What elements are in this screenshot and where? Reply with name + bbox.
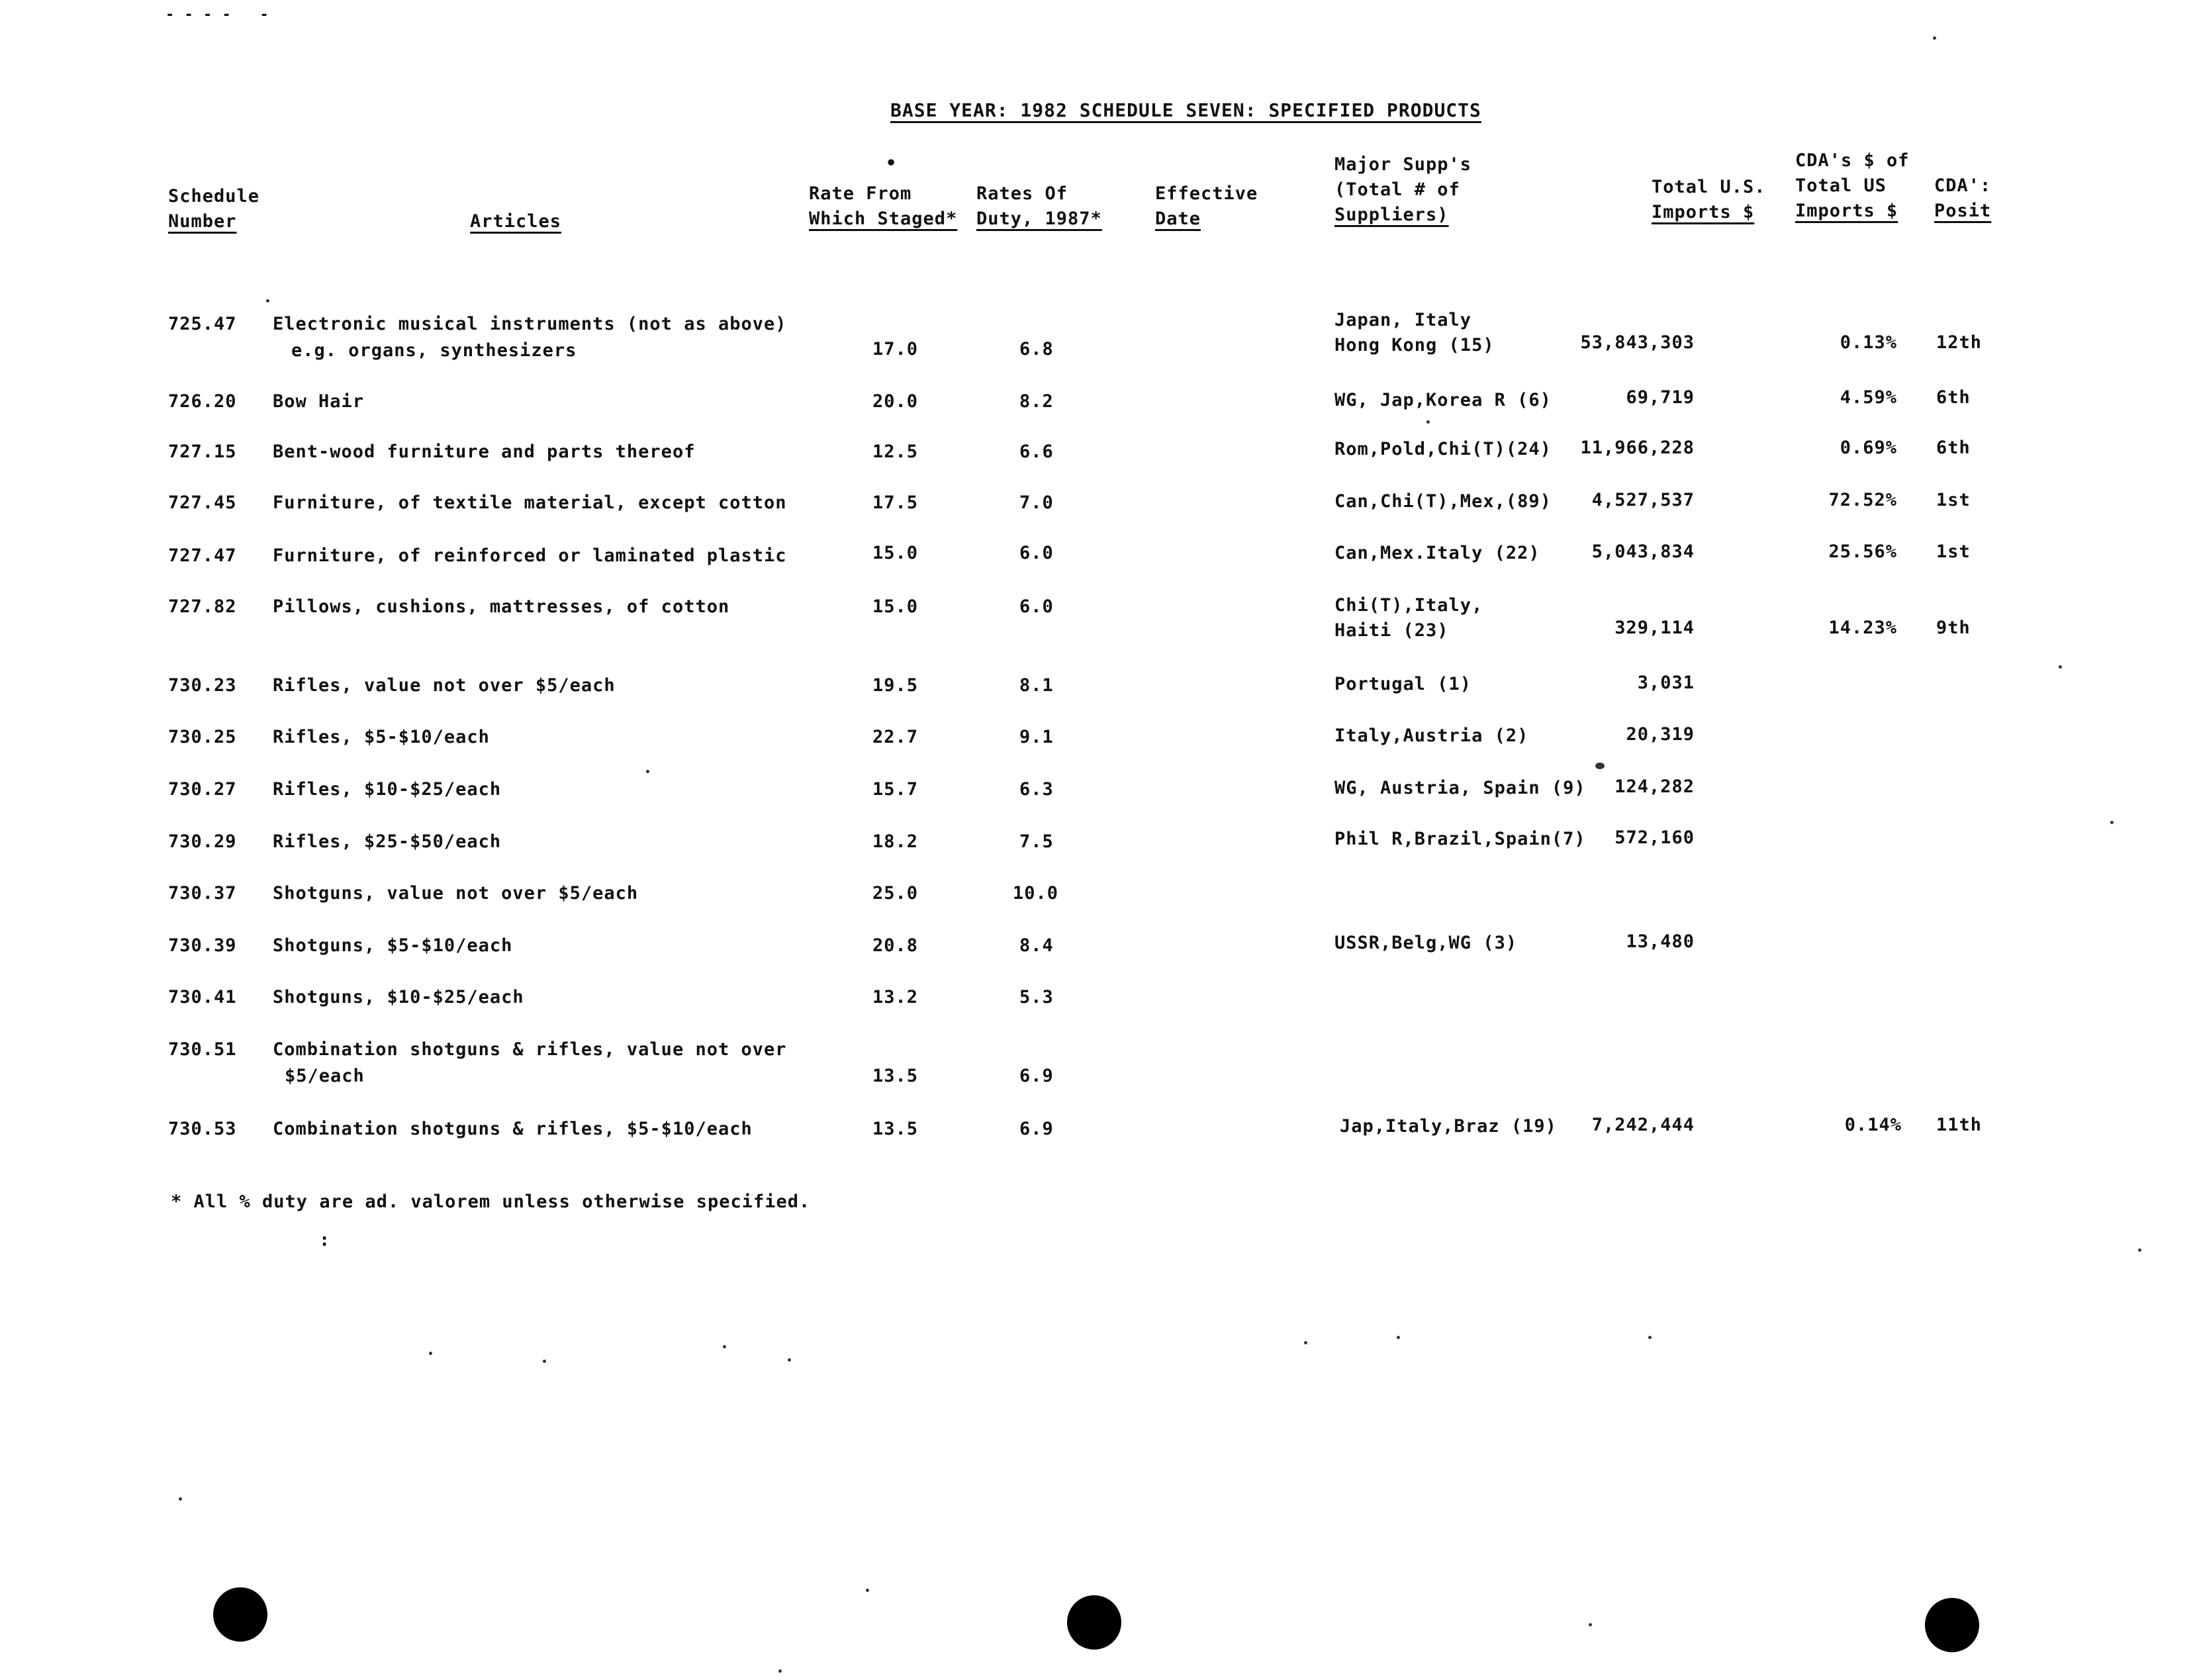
total-imports: 4,527,537	[1591, 490, 1695, 510]
header-cda-share	[1795, 148, 1910, 224]
scan-dot	[429, 1352, 432, 1355]
schedule-number: 727.82	[168, 596, 237, 617]
article-text: Electronic musical instruments (not as above)	[273, 314, 787, 334]
article-text: Rifles, $5-$10/each	[273, 727, 490, 747]
total-imports: 13,480	[1626, 931, 1695, 952]
header-sup-line2: (Total # of	[1334, 179, 1460, 200]
article-text: Shotguns, $10-$25/each	[273, 987, 524, 1007]
header-tot-line2: Imports $	[1652, 202, 1755, 222]
total-imports: 5,043,834	[1591, 541, 1695, 562]
total-imports: 572,160	[1614, 827, 1695, 848]
article-text: Shotguns, value not over $5/each	[273, 883, 639, 904]
total-imports: 124,282	[1614, 776, 1695, 797]
scan-dot	[778, 1669, 782, 1673]
header-effective-date	[1155, 181, 1258, 232]
total-imports: 11,966,228	[1580, 438, 1695, 458]
article-text-cont: $5/each	[285, 1066, 365, 1086]
header-duty-line2: Duty, 1987*	[976, 209, 1102, 229]
schedule-number: 727.15	[168, 442, 237, 462]
schedule-number: 730.27	[168, 779, 237, 800]
schedule-number: 727.47	[168, 545, 237, 566]
header-cda-position	[1934, 173, 1991, 224]
total-imports: 3,031	[1637, 673, 1695, 693]
rate-duty: 6.3	[1019, 779, 1054, 800]
header-rate-line1: Rate From	[809, 183, 912, 204]
cda-share: 4.59%	[1840, 387, 1897, 408]
cda-position: 6th	[1936, 438, 1971, 458]
header-duty-line1: Rates Of	[976, 183, 1068, 204]
scan-dot	[646, 770, 649, 773]
scan-dot	[1304, 1341, 1307, 1344]
rate-from: 18.2	[872, 831, 919, 852]
cda-share: 14.23%	[1828, 618, 1897, 638]
scan-dot	[1933, 36, 1936, 40]
rate-duty: 9.1	[1019, 727, 1054, 747]
schedule-number: 730.39	[168, 935, 237, 956]
header-tot-line1: Total U.S.	[1652, 177, 1766, 197]
cda-position: 9th	[1936, 618, 1971, 638]
header-eff-line1: Effective	[1155, 183, 1258, 204]
cda-position: 12th	[1936, 332, 1983, 353]
schedule-number: 727.45	[168, 492, 237, 513]
header-rates-of-duty	[976, 181, 1102, 232]
major-suppliers-cont: Hong Kong (15)	[1334, 335, 1495, 355]
rate-from: 25.0	[872, 883, 919, 904]
rate-from: 15.0	[872, 596, 919, 617]
rate-duty: 6.0	[1019, 596, 1054, 617]
schedule-number: 730.25	[168, 727, 237, 747]
rate-from: 12.5	[872, 442, 919, 462]
header-rate-line2: Which Staged*	[809, 209, 958, 229]
schedule-number: 730.41	[168, 987, 237, 1007]
punch-hole-right	[1925, 1598, 1979, 1652]
schedule-number: 730.51	[168, 1039, 237, 1060]
scan-dot	[1397, 1336, 1400, 1339]
article-text: Pillows, cushions, mattresses, of cotton	[273, 596, 730, 617]
article-text: Rifles, $10-$25/each	[273, 779, 502, 800]
header-rate-from	[809, 181, 957, 232]
schedule-number: 730.29	[168, 831, 237, 852]
schedule-number: 725.47	[168, 314, 237, 334]
total-imports: 329,114	[1614, 618, 1695, 638]
rate-from: 19.5	[872, 675, 919, 696]
cda-share: 25.56%	[1828, 541, 1897, 562]
header-schedule-number	[168, 184, 259, 234]
major-suppliers: Italy,Austria (2)	[1334, 725, 1529, 746]
scan-dot	[1648, 1336, 1652, 1339]
scan-dot	[1589, 1623, 1592, 1626]
rate-duty: 5.3	[1019, 987, 1054, 1007]
schedule-number: 730.53	[168, 1119, 237, 1139]
punch-hole-center	[1067, 1595, 1121, 1650]
rate-from: 13.5	[872, 1066, 919, 1086]
article-text: Furniture, of textile material, except cotton	[273, 492, 787, 513]
major-suppliers: WG, Jap,Korea R (6)	[1334, 390, 1552, 410]
article-text: Shotguns, $5-$10/each	[273, 935, 513, 956]
rate-duty: 7.5	[1019, 831, 1054, 852]
rate-duty: 6.9	[1019, 1119, 1054, 1139]
stray-mark: :	[319, 1230, 331, 1250]
article-text: Furniture, of reinforced or laminated plastic	[273, 545, 787, 566]
scan-dot	[788, 1358, 791, 1362]
scan-dot	[2138, 1248, 2141, 1252]
rate-from: 13.2	[872, 987, 919, 1007]
cda-position: 1st	[1936, 490, 1971, 510]
header-total-imports	[1652, 175, 1766, 225]
cda-share: 0.13%	[1840, 332, 1897, 353]
major-suppliers: Phil R,Brazil,Spain(7)	[1334, 829, 1586, 849]
total-imports: 69,719	[1626, 387, 1695, 408]
footnote: * All % duty are ad. valorem unless otherwise specified.	[171, 1191, 811, 1212]
cda-position: 11th	[1936, 1115, 1983, 1135]
major-suppliers: Jap,Italy,Braz (19)	[1340, 1116, 1557, 1137]
article-text-cont: e.g. organs, synthesizers	[291, 340, 577, 361]
header-pos-line2: Posit	[1934, 201, 1992, 221]
scan-dot	[2110, 821, 2114, 824]
major-suppliers-cont: Haiti (23)	[1334, 620, 1449, 641]
total-imports: 20,319	[1626, 724, 1695, 745]
header-eff-line2: Date	[1155, 209, 1201, 229]
punch-hole-left	[213, 1587, 267, 1642]
schedule-number: 726.20	[168, 391, 237, 412]
rate-from: 20.8	[872, 935, 919, 956]
header-cda-line3: Imports $	[1795, 201, 1898, 221]
major-suppliers: Portugal (1)	[1334, 674, 1472, 694]
page-title: BASE YEAR: 1982 SCHEDULE SEVEN: SPECIFIED PRODUCTS	[890, 99, 1481, 121]
header-schedule-line2: Number	[168, 211, 237, 232]
schedule-number: 730.37	[168, 883, 237, 904]
header-major-suppliers	[1334, 152, 1471, 228]
schedule-number: 730.23	[168, 675, 237, 696]
article-text: Bent-wood furniture and parts thereof	[273, 442, 696, 462]
rate-duty: 6.8	[1019, 339, 1054, 359]
major-suppliers: Can,Chi(T),Mex,(89)	[1334, 491, 1552, 512]
rate-duty: 8.1	[1019, 675, 1054, 696]
major-suppliers: USSR,Belg,WG (3)	[1334, 933, 1518, 953]
rate-from: 17.0	[872, 339, 919, 359]
major-suppliers: WG, Austria, Spain (9)	[1334, 778, 1586, 798]
rate-from: 15.7	[872, 779, 919, 800]
scan-dot	[2059, 665, 2062, 669]
scan-dot	[866, 1589, 869, 1592]
scan-dot	[179, 1497, 182, 1501]
major-suppliers: Can,Mex.Italy (22)	[1334, 543, 1540, 563]
cda-position: 1st	[1936, 541, 1971, 562]
cda-share: 0.14%	[1844, 1115, 1902, 1135]
major-suppliers: Japan, Italy	[1334, 310, 1472, 330]
rate-from: 17.5	[872, 492, 919, 513]
header-schedule-line1: Schedule	[168, 186, 260, 207]
article-text: Rifles, $25-$50/each	[273, 831, 502, 852]
scan-mark-top-left: - - - - -	[165, 7, 269, 23]
scan-dot	[1595, 763, 1605, 769]
total-imports: 53,843,303	[1580, 332, 1695, 353]
header-articles: Articles	[470, 211, 562, 232]
article-text: Combination shotguns & rifles, value not over	[273, 1039, 787, 1060]
scan-dot	[1426, 420, 1430, 424]
rate-from: 13.5	[872, 1119, 919, 1139]
rate-duty: 10.0	[1013, 883, 1059, 904]
total-imports: 7,242,444	[1591, 1115, 1695, 1135]
cda-share: 72.52%	[1828, 490, 1897, 510]
major-suppliers: Rom,Pold,Chi(T)(24)	[1334, 439, 1552, 459]
major-suppliers: Chi(T),Italy,	[1334, 595, 1483, 616]
article-text: Rifles, value not over $5/each	[273, 675, 616, 696]
header-pos-line1: CDA':	[1934, 175, 1992, 196]
rate-duty: 7.0	[1019, 492, 1054, 513]
scan-dot	[543, 1360, 546, 1363]
header-sup-line1: Major Supp's	[1334, 154, 1472, 175]
rate-from: 22.7	[872, 727, 919, 747]
rate-from: 20.0	[872, 391, 919, 412]
header-cda-line1: CDA's $ of	[1795, 150, 1910, 171]
rate-duty: 6.9	[1019, 1066, 1054, 1086]
rate-duty: 6.6	[1019, 442, 1054, 462]
rate-duty: 8.2	[1019, 391, 1054, 412]
cda-position: 6th	[1936, 387, 1971, 408]
rate-duty: 8.4	[1019, 935, 1054, 956]
header-cda-line2: Total US	[1795, 175, 1887, 196]
article-text: Bow Hair	[273, 391, 365, 412]
article-text: Combination shotguns & rifles, $5-$10/each	[273, 1119, 753, 1139]
cda-share: 0.69%	[1840, 438, 1897, 458]
rate-from: 15.0	[872, 543, 919, 563]
scan-dot	[266, 299, 269, 303]
header-sup-line3: Suppliers)	[1334, 205, 1449, 225]
scan-dot	[723, 1345, 726, 1348]
rate-duty: 6.0	[1019, 543, 1054, 563]
header-rate-mark: •	[886, 153, 898, 173]
